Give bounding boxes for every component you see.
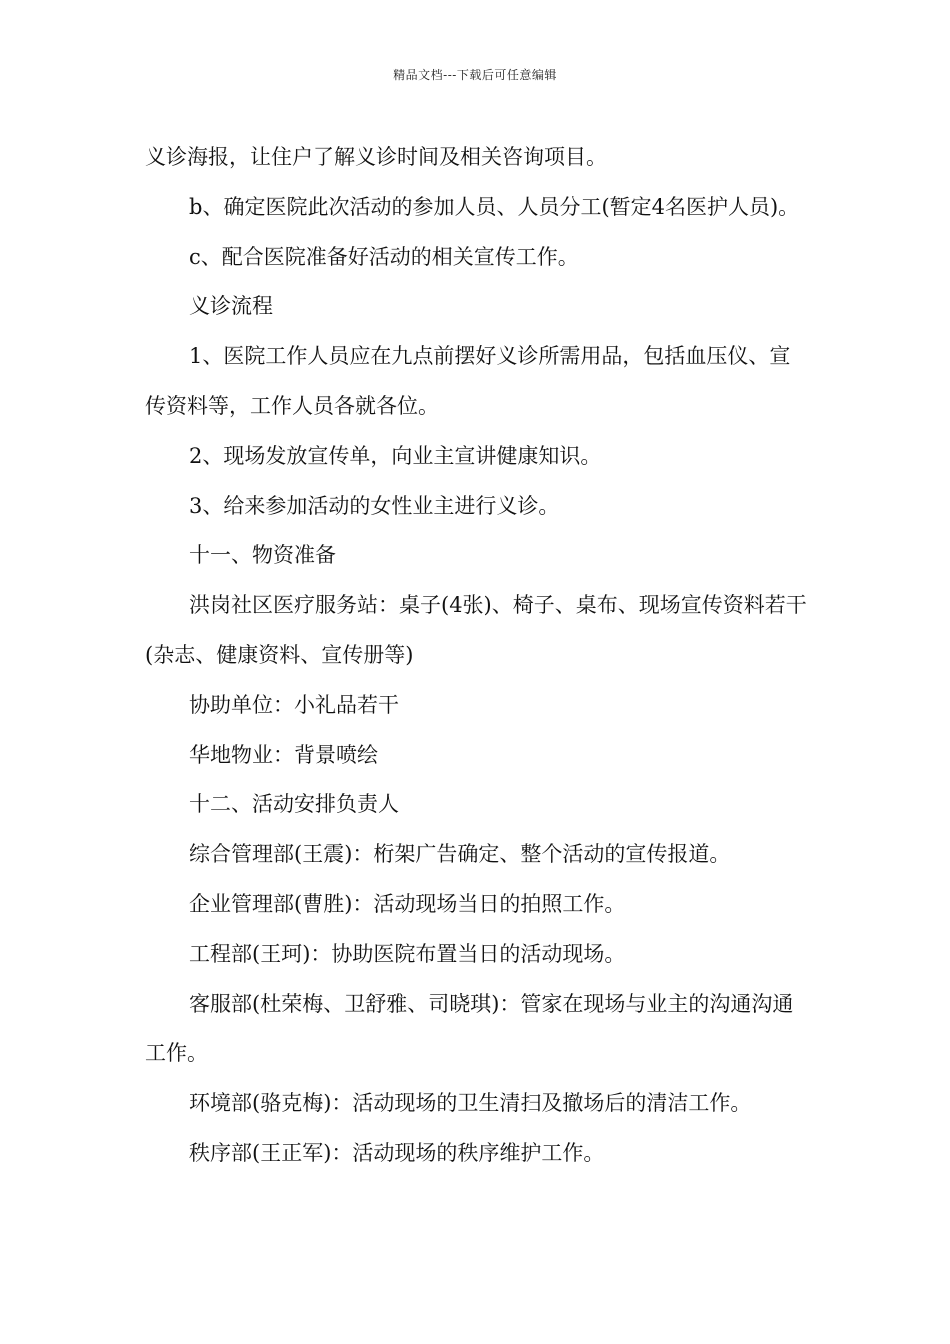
paragraph-dept-general-management: 综合管理部(王震)：桁架广告确定、整个活动的宣传报道。 (189, 842, 731, 867)
section-heading-responsibilities: 十二、活动安排负责人 (189, 792, 399, 817)
paragraph-dept-engineering: 工程部(王珂)：协助医院布置当日的活动现场。 (189, 941, 626, 966)
paragraph-process-step-1: 1、医院工作人员应在九点前摆好义诊所需用品，包括血压仪、宣传资料等，工作人员各就各位。 (145, 344, 791, 418)
paragraph-dept-order: 秩序部(王正军)：活动现场的秩序维护工作。 (189, 1140, 605, 1165)
paragraph-materials-clinic: 洪岗社区医疗服务站：桌子(4张)、椅子、桌布、现场宣传资料若干(杂志、健康资料、宣传册等) (145, 593, 807, 667)
document-body (145, 133, 810, 1179)
paragraph-dept-customer-service: 客服部(杜荣梅、卫舒雅、司晓琪)：管家在现场与业主的沟通沟通工作。 (145, 991, 794, 1066)
paragraph-dept-environment: 环境部(骆克梅)：活动现场的卫生清扫及撤场后的清洁工作。 (189, 1091, 752, 1116)
paragraph-promotion-work: c、配合医院准备好活动的相关宣传工作。 (189, 244, 579, 269)
section-heading-materials: 十一、物资准备 (189, 543, 336, 568)
paragraph-process-step-3: 3、给来参加活动的女性业主进行义诊。 (189, 493, 560, 518)
paragraph-materials-assisting-unit: 协助单位：小礼品若干 (189, 692, 399, 717)
paragraph-poster-continuation: 义诊海报，让住户了解义诊时间及相关咨询项目。 (145, 145, 607, 169)
paragraph-dept-enterprise-management: 企业管理部(曹胜)：活动现场当日的拍照工作。 (189, 891, 626, 916)
paragraph-staff-assignment: b、确定医院此次活动的参加人员、人员分工(暂定4名医护人员)。 (189, 194, 800, 219)
section-heading-clinic-process: 义诊流程 (189, 294, 273, 319)
paragraph-materials-property: 华地物业：背景喷绘 (189, 742, 378, 767)
paragraph-process-step-2: 2、现场发放宣传单，向业主宣讲健康知识。 (189, 443, 602, 468)
page-header: 精品文档---下载后可任意编辑 (393, 68, 557, 82)
